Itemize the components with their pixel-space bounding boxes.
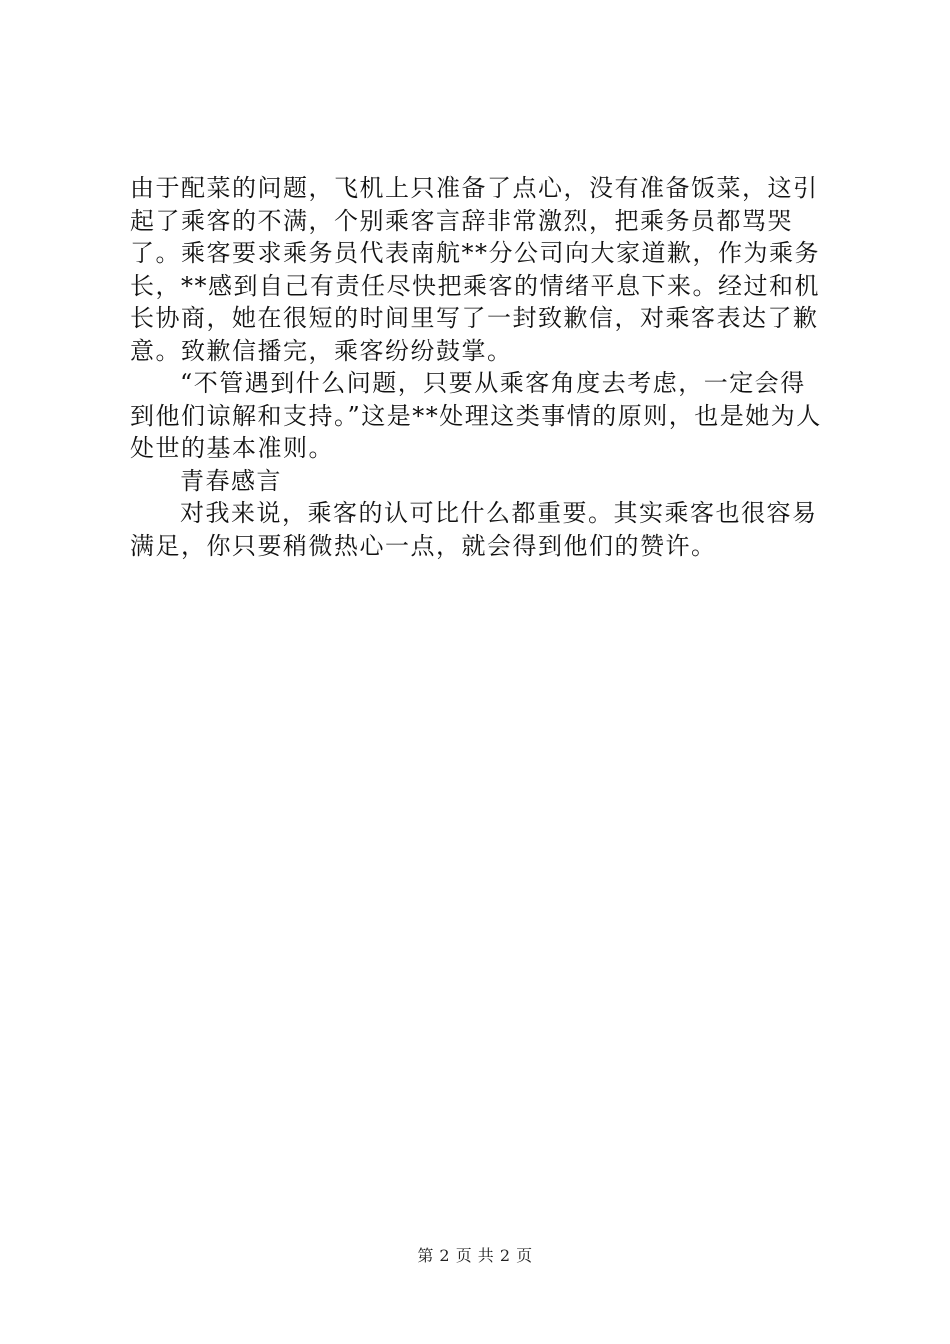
page-number-footer: 第 2 页 共 2 页 [417,1246,533,1265]
section-heading-youth-remarks: 青春感言 [180,466,282,495]
paragraph-youth-remarks: 对我来说，乘客的认可比什么都重要。其实乘客也很容易满足，你只要稍微热心一点，就会得到他们的赞许。 [130,499,818,560]
paragraph-principle-quote: “不管遇到什么问题，只要从乘客角度去考虑，一定会得到他们谅解和支持。”这是**处理这类事情的原则，也是她为人处世的基本准则。 [130,369,822,462]
document-body [130,172,830,562]
paragraph-apology-story: 由于配菜的问题，飞机上只准备了点心，没有准备饭菜，这引起了乘客的不满，个别乘客言辞非常激烈，把乘务员都骂哭了。乘客要求乘务员代表南航**分公司向大家道歉，作为乘务长，**感到自己有责任尽快把乘客的情绪平息下来。经过和机长协商，她在很短的时间里写了一封致歉信，对乘客表达了歉意。致歉信播完，乘客纷纷鼓掌。 [130,174,820,365]
